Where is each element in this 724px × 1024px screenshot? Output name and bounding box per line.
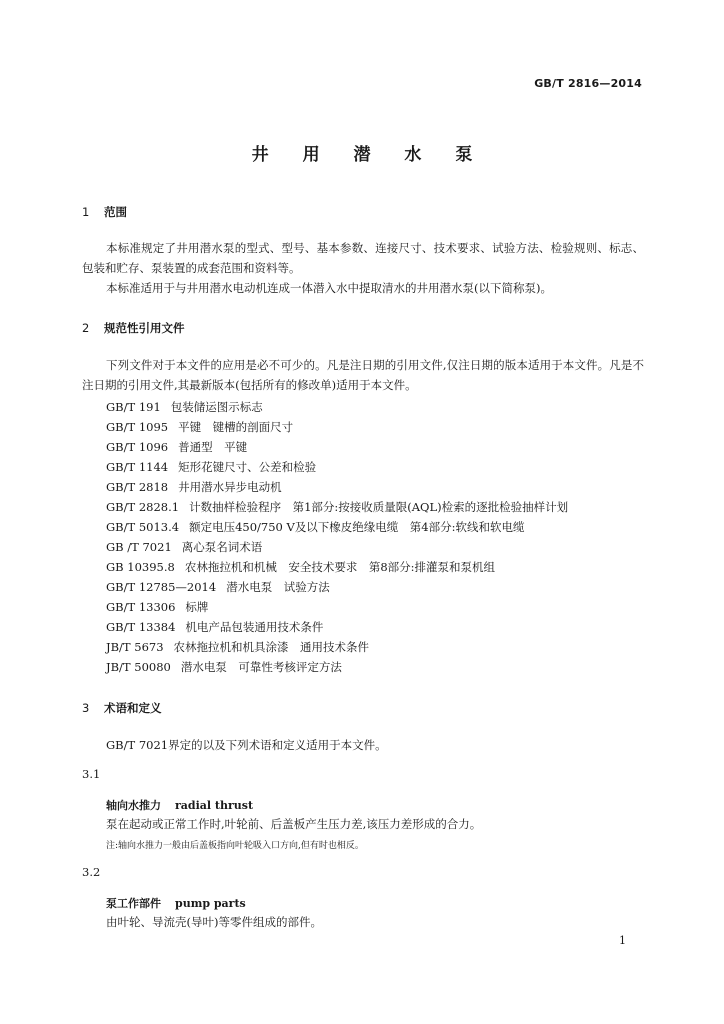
reference-code: GB/T 1096 [106,440,169,454]
standard-number: GB/T 2816—2014 [534,77,642,90]
section-3-number: 3 [82,701,90,715]
section-3-title: 术语和定义 [104,701,162,715]
section-1-paragraph-2: 本标准适用于与井用潜水电动机连成一体潜入水中提取清水的井用潜水泵(以下简称泵)。 [106,281,552,295]
reference-item [106,659,342,675]
term-number: 3.2 [82,865,101,879]
reference-code: GB/T 1095 [106,420,169,434]
reference-code: GB 10395.8 [106,560,175,574]
reference-item [106,539,262,555]
reference-title: 潜水电泵 可靠性考核评定方法 [180,660,342,674]
term-heading [106,797,253,813]
reference-title: 标牌 [185,600,209,614]
term-definition: 由叶轮、导流壳(导叶)等零件组成的部件。 [106,915,322,929]
term-note: 注:轴向水推力一般由后盖板指向叶轮吸入口方向,但有时也相反。 [106,841,364,851]
section-1-number: 1 [82,205,90,219]
reference-item [106,519,525,535]
reference-title: 农林拖拉机和机械 安全技术要求 第8部分:排灌泵和泵机组 [184,560,496,574]
reference-title: 潜水电泵 试验方法 [226,580,330,594]
reference-item [106,599,208,615]
section-3-heading [82,700,162,716]
section-3-intro: GB/T 7021界定的以及下列术语和定义适用于本文件。 [106,738,387,752]
reference-title: 计数抽样检验程序 第1部分:按接收质量限(AQL)检索的逐批检验抽样计划 [189,500,569,514]
reference-title: 矩形花键尺寸、公差和检验 [178,460,317,474]
term-english: radial thrust [175,799,254,812]
section-1-heading [82,204,127,220]
reference-code: GB/T 2828.1 [106,500,180,514]
section-1-title: 范围 [104,205,127,219]
reference-code: GB/T 13384 [106,620,176,634]
page-number: 1 [619,934,626,947]
reference-title: 井用潜水异步电动机 [178,480,282,494]
reference-item [106,639,369,655]
reference-code: GB/T 5013.4 [106,520,180,534]
section-2-number: 2 [82,321,90,335]
document-title: 井 用 潜 水 泵 [251,145,487,165]
reference-item [106,459,316,475]
reference-item [106,559,495,575]
reference-item [106,619,323,635]
term-chinese: 轴向水推力 [106,799,161,812]
reference-code: GB/T 12785—2014 [106,580,217,594]
section-2-heading [82,320,185,336]
reference-title: 农林拖拉机和机具涂漆 通用技术条件 [173,640,370,654]
term-number: 3.1 [82,767,101,781]
reference-code: JB/T 5673 [106,640,164,654]
reference-item [106,439,247,455]
reference-title: 包装储运图示标志 [170,400,263,414]
section-2-title: 规范性引用文件 [104,321,185,335]
reference-title: 平键 键槽的剖面尺寸 [178,420,294,434]
section-1-paragraph-1: 本标准规定了井用潜水泵的型式、型号、基本参数、连接尺寸、技术要求、试验方法、检验规则、标志、包装和贮存、泵装置的成套范围和资料等。 [82,241,644,275]
reference-item [106,579,330,595]
reference-item [106,419,293,435]
term-definition: 泵在起动或正常工作时,叶轮前、后盖板产生压力差,该压力差形成的合力。 [106,817,482,831]
term-chinese: 泵工作部件 [106,897,161,910]
reference-code: GB/T 1144 [106,460,169,474]
reference-title: 普通型 平键 [178,440,248,454]
reference-title: 额定电压450/750 V及以下橡皮绝缘电缆 第4部分:软线和软电缆 [189,520,525,534]
reference-item [106,499,568,515]
reference-code: GB /T 7021 [106,540,172,554]
reference-item [106,479,282,495]
reference-code: GB/T 191 [106,400,161,414]
reference-code: JB/T 50080 [106,660,171,674]
section-2-intro: 下列文件对于本文件的应用是必不可少的。凡是注日期的引用文件,仅注日期的版本适用于本文件。凡是不注日期的引用文件,其最新版本(包括所有的修改单)适用于本文件。 [82,358,644,392]
reference-title: 机电产品包装通用技术条件 [185,620,324,634]
reference-title: 离心泵名词术语 [181,540,263,554]
reference-code: GB/T 2818 [106,480,169,494]
reference-item [106,399,263,415]
reference-code: GB/T 13306 [106,600,176,614]
term-english: pump parts [175,897,246,910]
term-heading [106,895,246,911]
